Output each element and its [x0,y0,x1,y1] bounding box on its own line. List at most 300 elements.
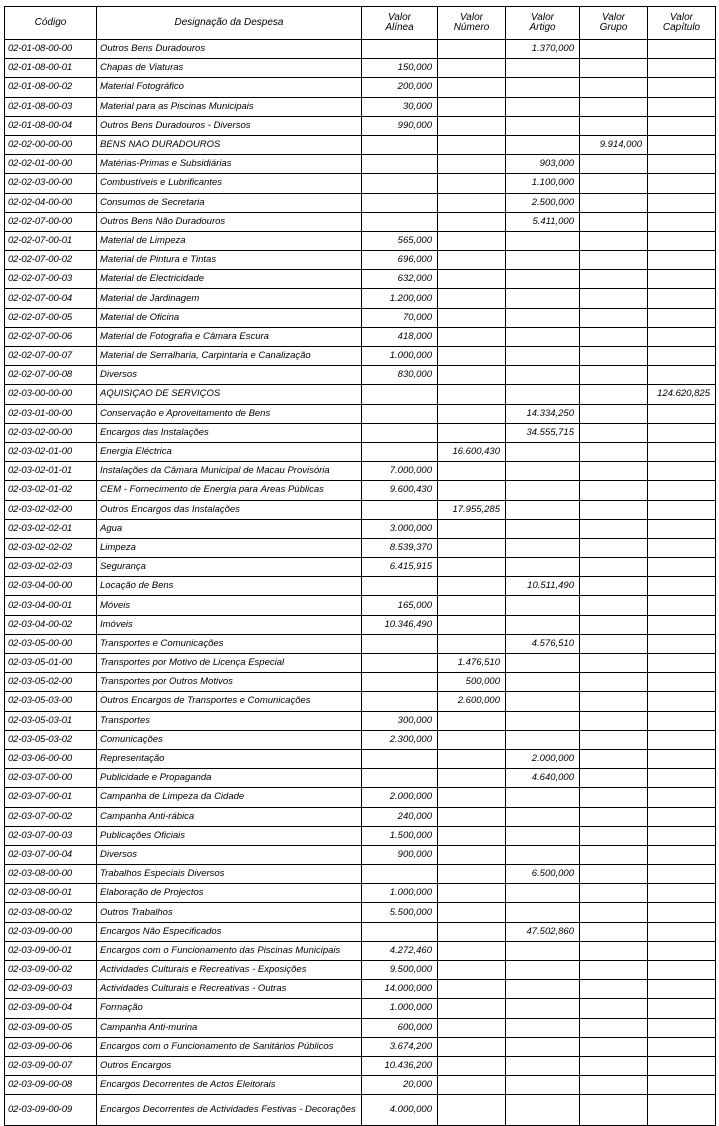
cell-valor-alinea [362,845,438,864]
cell-designacao [97,865,362,884]
cell-designacao [97,558,362,577]
cell-valor-numero [438,462,506,481]
cell-valor-alinea-text: 30,000 [402,101,432,112]
cell-valor-numero [438,826,506,845]
cell-valor-alinea [362,1037,438,1056]
cell-codigo [5,538,97,557]
cell-valor-capitulo [648,999,716,1018]
cell-codigo [5,1037,97,1056]
cell-codigo-text: 02-03-02-01-01 [8,466,73,477]
cell-valor-grupo [580,654,648,673]
cell-valor-alinea [362,174,438,193]
table-row [5,1076,716,1095]
header-row [5,7,716,40]
cell-valor-grupo [580,1076,648,1095]
column-header-valor-artigo-line-1: Valor [531,11,554,23]
cell-designacao [97,941,362,960]
cell-codigo [5,404,97,423]
cell-codigo [5,174,97,193]
column-header-valor-numero-line-2: Número [453,22,490,33]
cell-valor-alinea-text: 1.500,000 [389,830,432,841]
cell-codigo [5,749,97,768]
cell-designacao-text: Diversos [100,370,137,381]
cell-valor-numero [438,903,506,922]
cell-designacao-text: Transportes [100,715,150,726]
table-row [5,845,716,864]
cell-codigo-text: 02-03-00-00-00 [8,389,73,400]
cell-designacao-text: Segurança [100,562,146,573]
cell-valor-artigo-text: 2.000,000 [531,754,574,765]
cell-codigo-text: 02-01-08-00-01 [8,63,73,74]
cell-valor-alinea-text: 14.000,000 [384,984,432,995]
cell-designacao-text: Energia Eléctrica [100,447,172,458]
cell-valor-alinea-text: 70,000 [402,312,432,323]
table-row [5,711,716,730]
cell-valor-capitulo [648,1095,716,1126]
cell-designacao-text: Outros Encargos [100,1061,172,1072]
cell-valor-grupo [580,519,648,538]
cell-valor-grupo [580,347,648,366]
cell-codigo-text: 02-03-05-01-00 [8,658,73,669]
cell-valor-grupo [580,116,648,135]
cell-designacao [97,1056,362,1075]
cell-valor-alinea [362,40,438,59]
cell-codigo-text: 02-01-08-00-03 [8,101,73,112]
cell-codigo-text: 02-03-08-00-02 [8,907,73,918]
cell-valor-artigo-text: 47.502,860 [526,926,574,937]
cell-valor-numero [438,1056,506,1075]
cell-codigo-text: 02-03-07-00-04 [8,849,73,860]
cell-valor-alinea-text: 8.539,370 [389,542,432,553]
cell-designacao-text: Material de Electricidade [100,274,205,285]
cell-codigo [5,135,97,154]
cell-valor-artigo [506,845,580,864]
cell-designacao [97,1095,362,1126]
cell-valor-alinea-text: 5.500,000 [389,907,432,918]
cell-valor-alinea-text: 900,000 [397,849,432,860]
cell-valor-alinea [362,961,438,980]
cell-valor-artigo [506,999,580,1018]
cell-valor-artigo [506,423,580,442]
cell-designacao-text: Material de Oficina [100,312,180,323]
cell-codigo-text: 02-02-07-00-08 [8,370,73,381]
cell-designacao-text: Comunicações [100,734,163,745]
cell-valor-numero [438,654,506,673]
cell-valor-grupo [580,1056,648,1075]
cell-codigo-text: 02-03-05-03-01 [8,715,73,726]
cell-valor-numero [438,769,506,788]
cell-valor-artigo-text: 34.555,715 [526,427,574,438]
cell-valor-numero-text: 17.955,285 [452,504,500,515]
table-row [5,615,716,634]
cell-valor-grupo [580,865,648,884]
table-row [5,596,716,615]
cell-valor-alinea [362,980,438,999]
cell-valor-capitulo [648,865,716,884]
cell-valor-artigo [506,385,580,404]
cell-valor-capitulo [648,730,716,749]
cell-valor-alinea [362,711,438,730]
cell-valor-numero [438,308,506,327]
cell-designacao [97,1076,362,1095]
cell-codigo-text: 02-03-02-02-03 [8,562,73,573]
cell-valor-numero [438,1076,506,1095]
table-row [5,865,716,884]
table-row [5,769,716,788]
cell-valor-grupo [580,788,648,807]
cell-codigo [5,385,97,404]
cell-codigo-text: 02-03-09-00-06 [8,1041,73,1052]
column-header-valor-capitulo-line-2: Capítulo [662,22,701,33]
cell-valor-numero [438,519,506,538]
cell-valor-grupo [580,404,648,423]
cell-valor-numero [438,692,506,711]
cell-valor-alinea-text: 20,000 [402,1080,432,1091]
cell-designacao [97,538,362,557]
cell-valor-capitulo [648,673,716,692]
table-row [5,654,716,673]
cell-valor-artigo [506,519,580,538]
cell-designacao-text: Encargos Não Especificados [100,926,222,937]
column-header-codigo [5,7,97,40]
cell-codigo [5,922,97,941]
column-header-valor-alinea-line-1: Valor [388,11,411,23]
cell-codigo [5,769,97,788]
cell-valor-artigo-text: 903,000 [539,159,574,170]
cell-valor-capitulo [648,980,716,999]
cell-valor-grupo [580,941,648,960]
cell-codigo-text: 02-03-01-00-00 [8,408,73,419]
cell-designacao-text: Encargos com o Funcionamento de Sanitários Públicos [100,1041,334,1052]
cell-valor-artigo-text: 1.370,000 [531,44,574,55]
cell-valor-alinea [362,1018,438,1037]
cell-designacao [97,59,362,78]
cell-valor-numero [438,788,506,807]
cell-valor-alinea [362,826,438,845]
cell-valor-grupo [580,59,648,78]
cell-valor-numero [438,1037,506,1056]
cell-valor-numero [438,711,506,730]
cell-valor-artigo [506,462,580,481]
cell-valor-alinea-text: 7.000,000 [389,466,432,477]
cell-valor-artigo [506,289,580,308]
cell-valor-grupo [580,155,648,174]
cell-codigo [5,116,97,135]
cell-designacao [97,327,362,346]
cell-codigo-text: 02-03-09-00-04 [8,1003,73,1014]
cell-valor-alinea [362,730,438,749]
cell-valor-artigo [506,97,580,116]
cell-valor-alinea [362,769,438,788]
cell-valor-artigo [506,212,580,231]
cell-valor-capitulo [648,941,716,960]
cell-codigo-text: 02-03-07-00-01 [8,792,73,803]
cell-codigo-text: 02-02-07-00-03 [8,274,73,285]
cell-valor-capitulo [648,1037,716,1056]
cell-codigo [5,155,97,174]
cell-designacao-text: Transportes por Outros Motivos [100,677,233,688]
cell-valor-numero [438,845,506,864]
cell-valor-artigo [506,481,580,500]
table-row [5,481,716,500]
cell-valor-alinea [362,865,438,884]
table-row [5,97,716,116]
cell-valor-numero [438,423,506,442]
cell-valor-capitulo [648,97,716,116]
cell-codigo-text: 02-03-09-00-03 [8,984,73,995]
cell-designacao-text: AQUISIÇÃO DE SERVIÇOS [100,389,221,400]
cell-valor-artigo [506,961,580,980]
table-header [5,7,716,40]
cell-designacao [97,231,362,250]
cell-valor-alinea-text: 10.436,200 [384,1061,432,1072]
cell-valor-grupo [580,289,648,308]
cell-valor-artigo [506,980,580,999]
cell-valor-numero [438,865,506,884]
cell-valor-artigo [506,596,580,615]
cell-codigo-text: 02-02-04-00-00 [8,197,73,208]
cell-designacao-text: Material de Jardinagem [100,293,200,304]
column-header-valor-grupo-line-2: Grupo [599,22,628,33]
cell-codigo-text: 02-03-09-00-00 [8,926,73,937]
cell-designacao-text: Água [100,523,123,534]
cell-valor-capitulo [648,347,716,366]
cell-valor-numero [438,941,506,960]
cell-valor-artigo-text: 6.500,000 [531,869,574,880]
cell-valor-alinea [362,807,438,826]
cell-valor-artigo [506,788,580,807]
cell-valor-alinea [362,116,438,135]
table-row [5,577,716,596]
cell-valor-alinea [362,999,438,1018]
cell-valor-alinea [362,442,438,461]
cell-designacao [97,116,362,135]
cell-designacao [97,519,362,538]
cell-valor-artigo [506,577,580,596]
table-row [5,116,716,135]
cell-valor-alinea [362,423,438,442]
cell-valor-numero [438,538,506,557]
cell-valor-alinea [362,308,438,327]
cell-designacao-text: Material de Limpeza [100,235,186,246]
cell-valor-capitulo [648,327,716,346]
cell-valor-alinea-text: 300,000 [397,715,432,726]
cell-designacao-text: Campanha de Limpeza da Cidade [100,792,245,803]
column-header-designacao [97,7,362,40]
cell-codigo-text: 02-03-02-00-00 [8,427,73,438]
cell-codigo [5,961,97,980]
cell-valor-alinea [362,193,438,212]
cell-designacao [97,980,362,999]
cell-codigo [5,97,97,116]
cell-designacao [97,673,362,692]
cell-codigo [5,231,97,250]
cell-valor-capitulo [648,884,716,903]
cell-valor-numero [438,1018,506,1037]
cell-valor-alinea-text: 632,000 [397,274,432,285]
cell-designacao-text: Actividades Culturais e Recreativas - Outras [100,984,287,995]
cell-designacao-text: Campanha Anti-rábica [100,811,195,822]
cell-valor-capitulo [648,385,716,404]
cell-valor-grupo [580,97,648,116]
cell-codigo [5,347,97,366]
cell-valor-artigo-text: 1.100,000 [531,178,574,189]
cell-valor-artigo [506,327,580,346]
cell-designacao [97,711,362,730]
cell-designacao [97,78,362,97]
cell-valor-alinea [362,884,438,903]
cell-valor-numero [438,807,506,826]
cell-valor-numero [438,193,506,212]
cell-designacao-text: Conservação e Aproveitamento de Bens [100,408,271,419]
cell-codigo [5,615,97,634]
cell-valor-capitulo [648,423,716,442]
cell-codigo-text: 02-03-07-00-02 [8,811,73,822]
cell-designacao [97,730,362,749]
cell-designacao [97,500,362,519]
cell-valor-grupo [580,634,648,653]
cell-codigo [5,40,97,59]
cell-codigo [5,788,97,807]
cell-valor-numero [438,980,506,999]
cell-valor-numero [438,155,506,174]
cell-designacao-text: Outros Encargos das Instalações [100,504,240,515]
cell-valor-alinea [362,59,438,78]
cell-valor-artigo [506,270,580,289]
cell-valor-capitulo [648,922,716,941]
cell-valor-alinea-text: 9.500,000 [389,965,432,976]
cell-codigo-text: 02-03-02-01-02 [8,485,73,496]
cell-valor-alinea-text: 696,000 [397,255,432,266]
table-row [5,1037,716,1056]
cell-valor-alinea-text: 2.000,000 [389,792,432,803]
cell-codigo [5,865,97,884]
cell-codigo-text: 02-01-08-00-04 [8,120,73,131]
cell-codigo [5,673,97,692]
cell-valor-numero [438,961,506,980]
cell-valor-alinea [362,462,438,481]
cell-codigo [5,308,97,327]
cell-valor-alinea [362,1095,438,1126]
cell-valor-grupo [580,769,648,788]
cell-designacao [97,270,362,289]
cell-codigo [5,442,97,461]
cell-valor-alinea [362,654,438,673]
table-row [5,462,716,481]
column-header-codigo-line-1: Código [34,16,67,28]
cell-codigo-text: 02-03-02-02-01 [8,523,73,534]
cell-valor-alinea [362,289,438,308]
cell-valor-capitulo [648,1076,716,1095]
cell-codigo [5,1056,97,1075]
column-header-valor-alinea-line-2: Alínea [385,22,414,33]
cell-valor-grupo [580,500,648,519]
cell-designacao [97,749,362,768]
cell-valor-grupo [580,558,648,577]
table-row [5,135,716,154]
cell-valor-alinea [362,519,438,538]
column-header-valor-grupo-line-1: Valor [602,11,625,23]
cell-designacao [97,135,362,154]
cell-valor-numero [438,231,506,250]
cell-valor-grupo [580,903,648,922]
column-header-designacao-line-1: Designação da Despesa [174,16,284,28]
table-row [5,922,716,941]
cell-valor-artigo [506,538,580,557]
cell-valor-grupo [580,673,648,692]
cell-codigo-text: 02-02-00-00-00 [8,140,73,151]
cell-designacao [97,922,362,941]
cell-valor-alinea [362,231,438,250]
cell-valor-numero [438,730,506,749]
cell-codigo [5,845,97,864]
cell-codigo-text: 02-03-09-00-02 [8,965,73,976]
cell-valor-capitulo [648,749,716,768]
cell-valor-grupo [580,462,648,481]
cell-designacao [97,289,362,308]
cell-valor-artigo [506,231,580,250]
table-row [5,251,716,270]
cell-codigo [5,1018,97,1037]
cell-valor-grupo [580,327,648,346]
table-row [5,59,716,78]
cell-valor-artigo-text: 2.500,000 [531,197,574,208]
cell-valor-grupo [580,481,648,500]
cell-valor-grupo [580,961,648,980]
cell-valor-capitulo [648,40,716,59]
cell-valor-grupo [580,845,648,864]
cell-valor-capitulo [648,577,716,596]
cell-codigo [5,500,97,519]
cell-valor-alinea [362,692,438,711]
cell-designacao-text: Móveis [100,600,131,611]
cell-valor-alinea-text: 10.346,490 [384,619,432,630]
cell-codigo-text: 02-02-07-00-00 [8,216,73,227]
cell-designacao-text: Representação [100,754,165,765]
cell-codigo [5,577,97,596]
cell-valor-grupo [580,423,648,442]
cell-valor-alinea [362,596,438,615]
cell-valor-grupo [580,366,648,385]
cell-valor-artigo [506,366,580,385]
cell-valor-artigo [506,1056,580,1075]
budget-table [4,6,716,1126]
cell-codigo [5,654,97,673]
cell-valor-numero [438,78,506,97]
cell-codigo [5,366,97,385]
table-row [5,961,716,980]
cell-valor-alinea [362,558,438,577]
cell-designacao-text: Locação de Bens [100,581,174,592]
cell-codigo [5,327,97,346]
cell-valor-artigo [506,1037,580,1056]
cell-codigo [5,1076,97,1095]
cell-valor-alinea [362,366,438,385]
cell-valor-artigo [506,922,580,941]
table-row [5,538,716,557]
cell-valor-grupo [580,385,648,404]
cell-valor-grupo [580,749,648,768]
cell-designacao [97,212,362,231]
table-row [5,884,716,903]
cell-codigo-text: 02-02-03-00-00 [8,178,73,189]
cell-valor-grupo [580,251,648,270]
table-row [5,442,716,461]
cell-codigo-text: 02-03-05-03-02 [8,734,73,745]
cell-codigo-text: 02-03-02-02-00 [8,504,73,515]
cell-valor-numero [438,212,506,231]
cell-valor-grupo [580,78,648,97]
